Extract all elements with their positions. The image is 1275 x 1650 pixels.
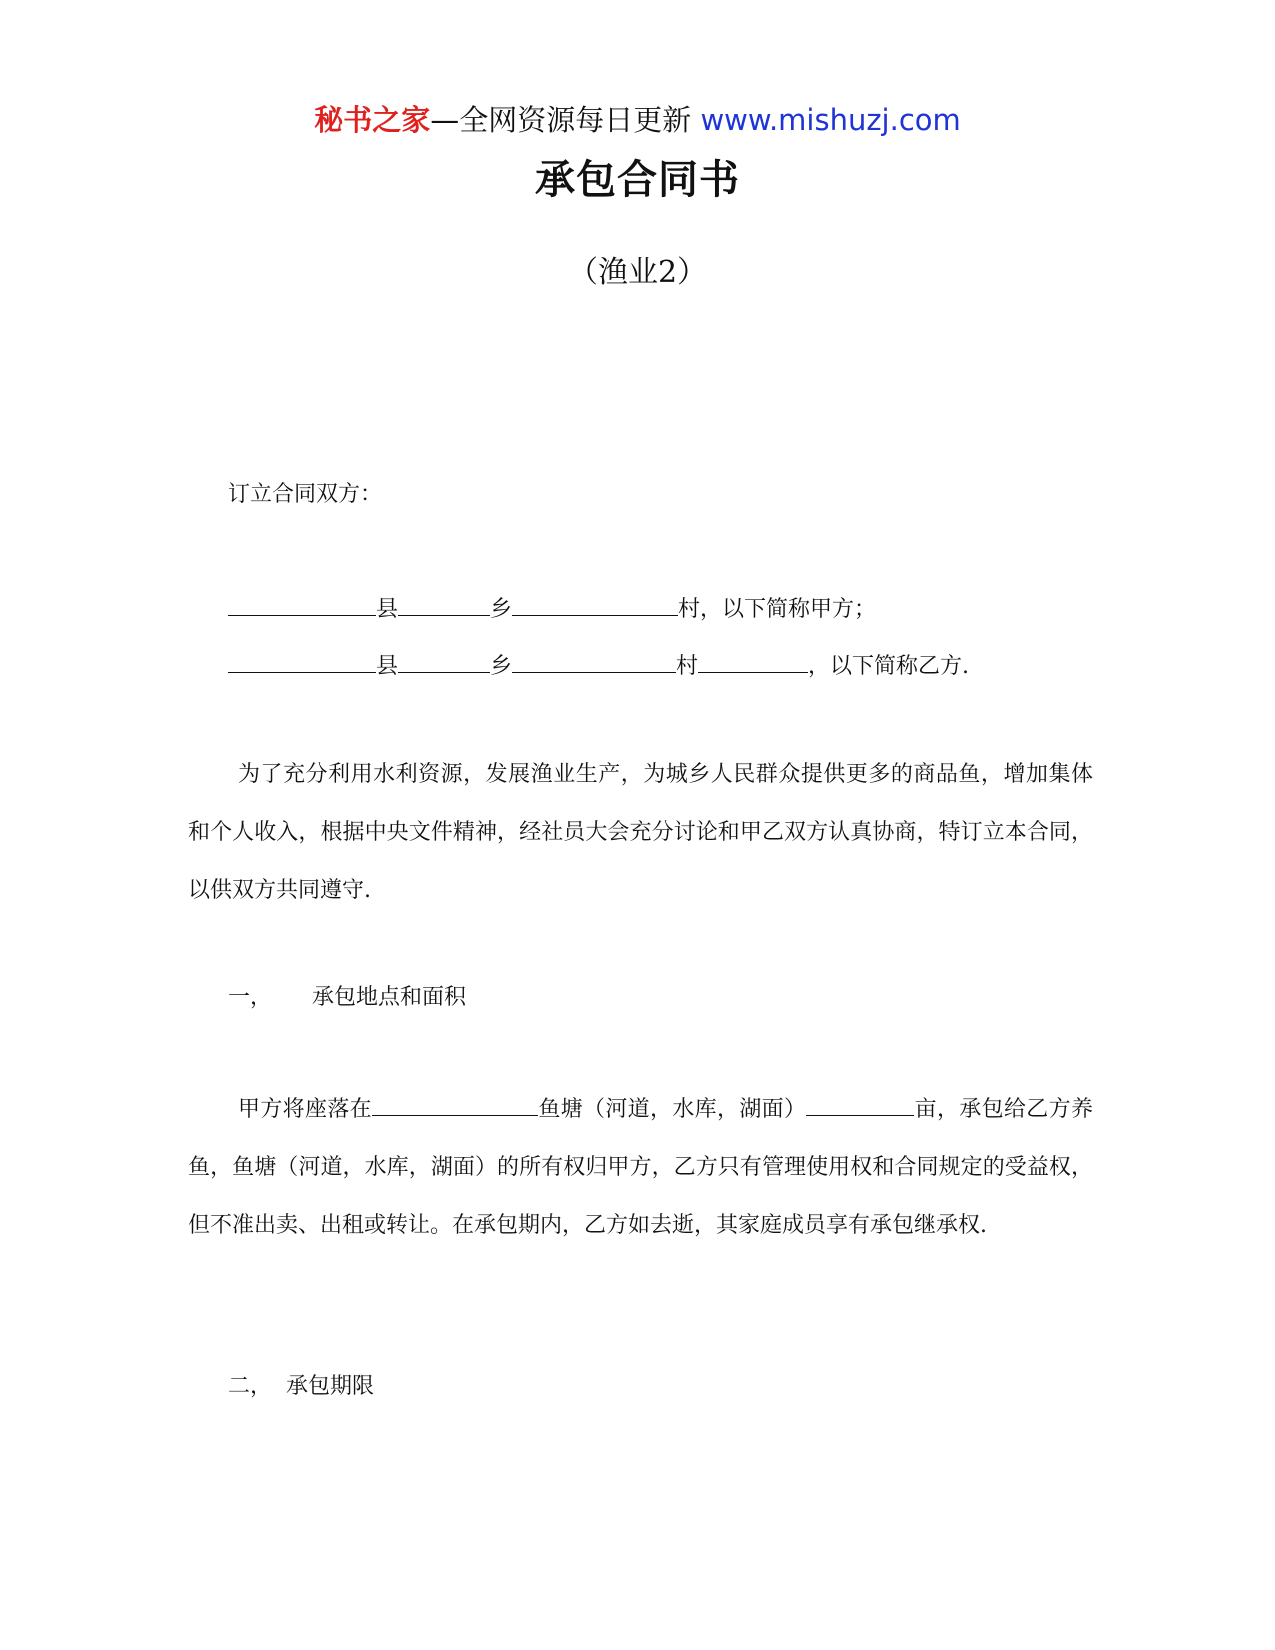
document-title: 承包合同书: [535, 157, 740, 203]
site-brand: 秘书之家: [314, 103, 431, 137]
party-b-county-label: 县: [376, 654, 399, 679]
section-2-number: 二，: [228, 1374, 273, 1399]
site-url-link[interactable]: www.mishuzj.com: [700, 103, 961, 137]
party-b-village-blank[interactable]: [512, 650, 676, 673]
document-subtitle: （渔业2）: [567, 255, 708, 290]
site-header: [0, 100, 1275, 140]
pond-location-blank[interactable]: [372, 1093, 538, 1116]
party-b-name-blank[interactable]: [698, 650, 808, 673]
party-a-line: [228, 593, 876, 625]
party-a-county-label: 县: [376, 597, 399, 622]
party-b-township-label: 乡: [490, 654, 513, 679]
section-1-number: 一，: [228, 985, 273, 1010]
party-a-county-blank[interactable]: [228, 593, 376, 616]
party-a-township-blank[interactable]: [398, 593, 490, 616]
parties-label: 订立合同双方：: [228, 482, 383, 507]
party-b-county-blank[interactable]: [228, 650, 376, 673]
preamble-paragraph: 为了充分利用水利资源，发展渔业生产，为城乡人民群众提供更多的商品鱼，增加集体和个人收入，根据中央文件精神，经社员大会充分讨论和甲乙双方认真协商，特订立本合同，以供双方共同遵守.: [188, 762, 1093, 903]
party-b-line: [228, 650, 969, 682]
party-a-village-blank[interactable]: [512, 593, 678, 616]
party-b-township-blank[interactable]: [398, 650, 490, 673]
site-tagline: —全网资源每日更新: [430, 103, 692, 137]
section-1-paragraph: [188, 1081, 1093, 1255]
section-1-text-part3: 亩，承包给乙方养鱼，鱼塘（河道，水库，湖面）的所有权归甲方，乙方只有管理使用权和合同规定的受益权，但不准出卖、出租或转让。在承包期内，乙方如去逝，其家庭成员享有承包继承权.: [188, 1097, 1093, 1238]
party-a-township-label: 乡: [490, 597, 513, 622]
pond-area-blank[interactable]: [806, 1093, 914, 1116]
party-a-village-suffix: 村，以下简称甲方；: [678, 597, 877, 622]
section-1-heading: [228, 983, 466, 1013]
party-b-suffix: ，以下简称乙方.: [808, 654, 970, 679]
section-1-text-part1: 甲方将座落在: [238, 1097, 372, 1122]
section-2-heading: [228, 1372, 374, 1402]
section-1-title: 承包地点和面积: [312, 985, 467, 1010]
section-1-text-part2: 鱼塘（河道，水库，湖面）: [538, 1097, 807, 1122]
section-2-title: 承包期限: [286, 1374, 375, 1399]
party-b-village-label: 村: [676, 654, 699, 679]
